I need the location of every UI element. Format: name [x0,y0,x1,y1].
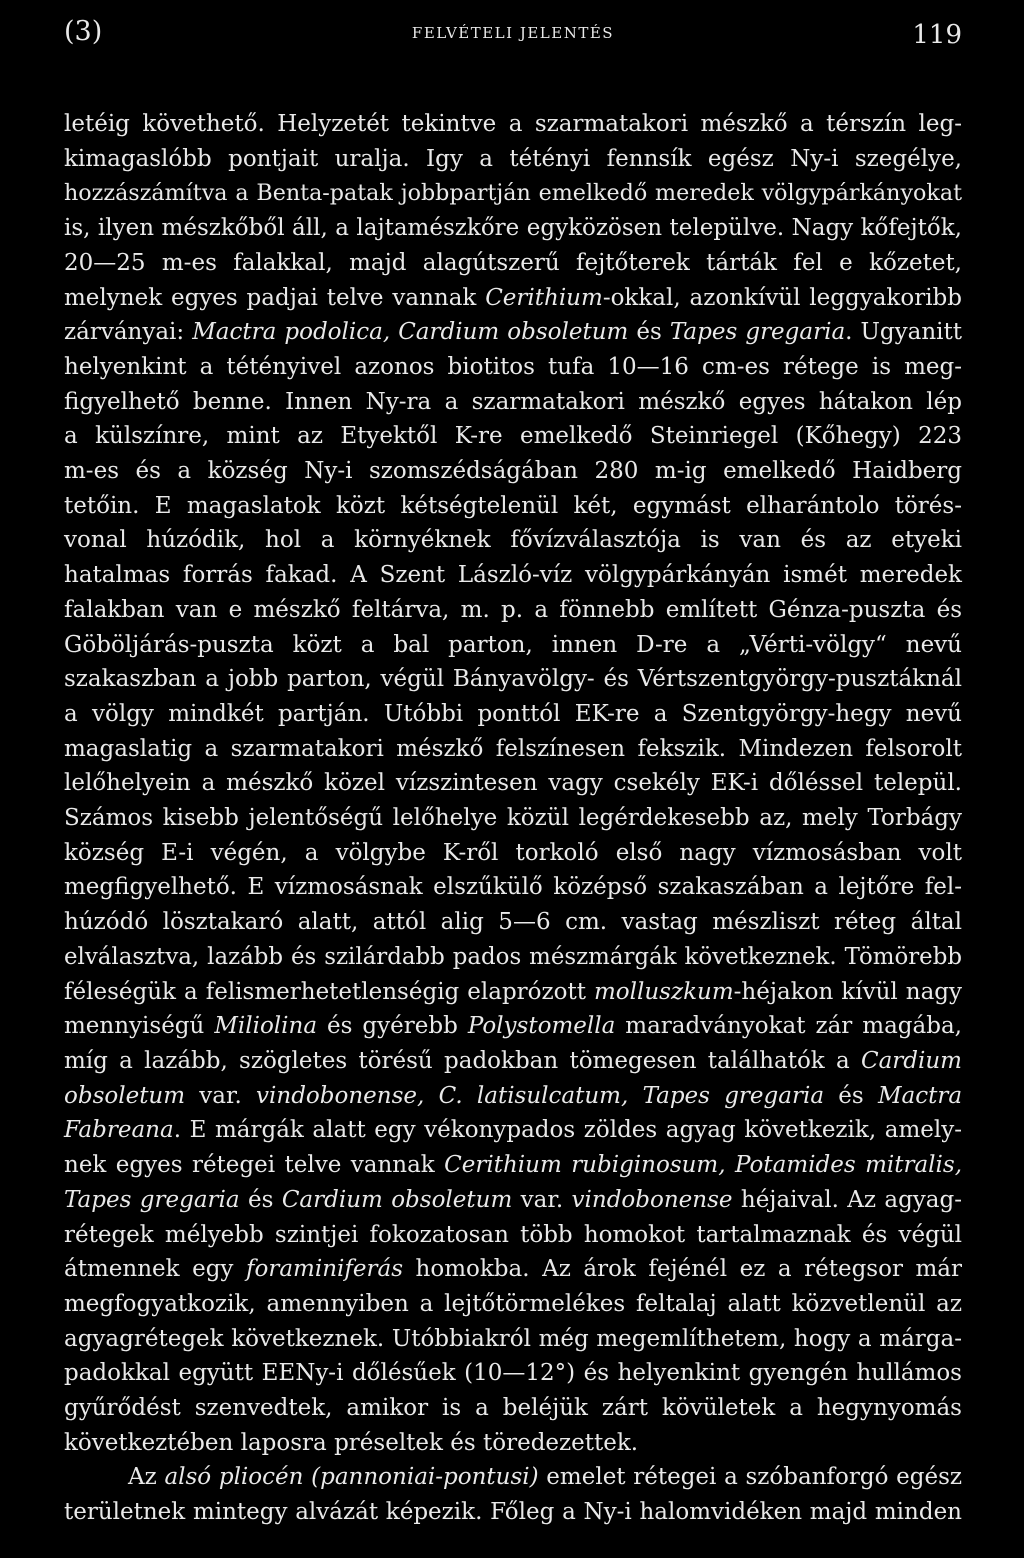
text-line: következtében laposra préseltek és töredezettek. [64,1429,639,1456]
text-line: míg a lazább, szögletes törésű padokban tömegesen találhatók a Cardium [64,1047,962,1074]
text-line: szakaszban a jobb parton, végül Bányavölgy- és Vértszentgyörgy-pusztáknál [64,666,962,693]
text-line: átmennek egy foraminiferás homokba. Az árok fejénél ez a rétegsor már [64,1256,962,1283]
text-line: m-es és a község Ny-i szomszédságában 280 m-ig emelkedő Haidberg [64,458,962,485]
text-line: melynek egyes padjai telve vannak Cerithium-okkal, azonkívül leggyakoribb [64,284,962,311]
text-line: Az alsó pliocén (pannoniai-pontusi) emelet rétegei a szóbanforgó egész [128,1464,963,1491]
text-line: megfogyatkozik, amennyiben a lejtőtörmelékes feltalaj alatt közvetlenül az [64,1290,962,1317]
page-number: 119 [912,20,962,50]
text-line: agyagrétegek következnek. Utóbbiakról még megemlíthetem, hogy a márga- [64,1325,962,1352]
italic-term: Tapes gregaria [669,319,846,346]
text-line: elválasztva, lazább és szilárdabb pados mészmárgák következnek. Tömörebb [64,943,962,970]
text-line: megfigyelhető. E vízmosásnak elszűkülő középső szakaszában a lejtőre fel- [64,874,962,901]
italic-term: Mactra [877,1082,963,1109]
italic-term: alsó pliocén (pannoniai-pontusi) [164,1464,539,1491]
text-line: féleségük a felismerhetetlenségig elaprózott molluszkum-héjakon kívül nagy [64,978,962,1005]
text-line: letéig követhető. Helyzetét tekintve a szarmatakori mészkő a térszín leg- [64,111,962,137]
text-line: Tapes gregaria és Cardium obsoletum var. vindobonense héjaival. Az agyag- [64,1186,963,1213]
italic-term: foraminiferás [245,1256,404,1283]
text-line: helyenkint a tétényivel azonos biotitos tufa 10—16 cm-es rétege is meg- [64,353,962,380]
text-line: lelőhelyein a mészkő közel vízszintesen vagy csekély EK-i dőléssel települ. [64,770,962,797]
section-number: (3) [64,16,103,47]
text-line: Számos kisebb jelentőségű lelőhelye közül legérdekesebb az, mely Torbágy [64,805,962,832]
text-line: gyűrődést szenvedtek, amikor is a beléjük zárt kövületek a hegynyomás [64,1395,962,1422]
italic-term: vindobonense, [256,1082,425,1109]
text-line: Fabreana. E márgák alatt egy vékonypados zöldes agyag következik, amely- [64,1117,962,1144]
text-line: mennyiségű Miliolina és gyérebb Polystomella maradványokat zár magába, [64,1013,962,1040]
text-line: tetőin. E magaslatok közt kétségtelenül két, egymást elharántolo törés- [64,492,962,519]
italic-term: obsoletum [64,1082,186,1109]
text-line: 20—25 m-es falakkal, majd alagútszerű fejtőterek tárták fel e kőzetet, [64,249,962,276]
text-line: hatalmas forrás fakad. A Szent László-víz völgypárkányán ismét meredek [64,562,962,589]
italic-term: molluszkum [593,978,734,1005]
text-line: a völgy mindkét partján. Utóbbi ponttól EK-re a Szentgyörgy-hegy nevű [64,700,962,727]
italic-term: Tapes gregaria [642,1082,825,1109]
text-line: rétegek mélyebb szintjei fokozatosan több homokot tartalmaznak és végül [64,1221,962,1248]
text-line: falakban van e mészkő feltárva, m. p. a fönnebb említett Génza-puszta és [64,596,962,623]
italic-term: Cardium obsoletum [281,1186,513,1213]
italic-term: Cardium obsoletum [398,319,629,346]
italic-term: C. latisulcatum, [438,1082,629,1109]
italic-term: Tapes gregaria [64,1186,240,1213]
body-text [64,107,962,1530]
text-line: vonal húzódik, hol a környéknek fővízválasztója is van és az etyeki [64,527,962,554]
italic-term: Fabreana [64,1117,174,1144]
text-line: padokkal együtt EENy-i dőlésűek (10—12°) és helyenkint gyengén hullámos [64,1360,962,1387]
italic-term: Cerithium [485,284,603,311]
text-line: zárványai: Mactra podolica, Cardium obsoletum és Tapes gregaria. Ugyanitt [64,319,963,346]
italic-term: Potamides mitralis, [735,1152,963,1179]
text-line: magaslatig a szarmatakori mészkő felszínesen fekszik. Mindezen felsorolt [64,735,962,762]
text-line: nek egyes rétegei telve vannak Cerithium rubiginosum, Potamides mitralis, [64,1152,963,1179]
text-line: obsoletum var. vindobonense, C. latisulcatum, Tapes gregaria és Mactra [64,1082,963,1109]
text-line: kimagaslóbb pontjait uralja. Igy a tétényi fennsík egész Ny-i szegélye, [64,145,962,172]
italic-term: Cerithium rubiginosum, [444,1152,726,1179]
text-line: húzódó lösztakaró alatt, attól alig 5—6 cm. vastag mészliszt réteg által [64,909,962,936]
text-line: Göböljárás-puszta közt a bal parton, innen D-re a „Vérti-völgy“ nevű [64,631,962,658]
text-line: község E-i végén, a völgybe K-ről torkoló első nagy vízmosásban volt [64,839,962,866]
text-line: figyelhető benne. Innen Ny-ra a szarmatakori mészkő egyes hátakon lép [64,388,962,415]
running-title: FELVÉTELI JELENTÉS [411,24,615,42]
italic-term: vindobonense [571,1186,733,1213]
italic-term: Cardium [860,1047,962,1074]
text-line: is, ilyen mészkőből áll, a lajtamészkőre egyközösen települve. Nagy kőfejtők, [64,215,962,242]
italic-term: Polystomella [467,1013,616,1040]
italic-term: Mactra podolica, [192,319,391,346]
text-line: hozzászámítva a Benta-patak jobbpartján emelkedő meredek völgypárkányokat [64,180,962,207]
text-line: a külszínre, mint az Etyektől K-re emelkedő Steinriegel (Kőhegy) 223 [64,423,962,450]
text-line: területnek mintegy alvázát képezik. Főleg a Ny-i halomvidéken majd minden [64,1499,962,1526]
italic-term: Miliolina [214,1013,318,1040]
running-header [64,12,962,52]
